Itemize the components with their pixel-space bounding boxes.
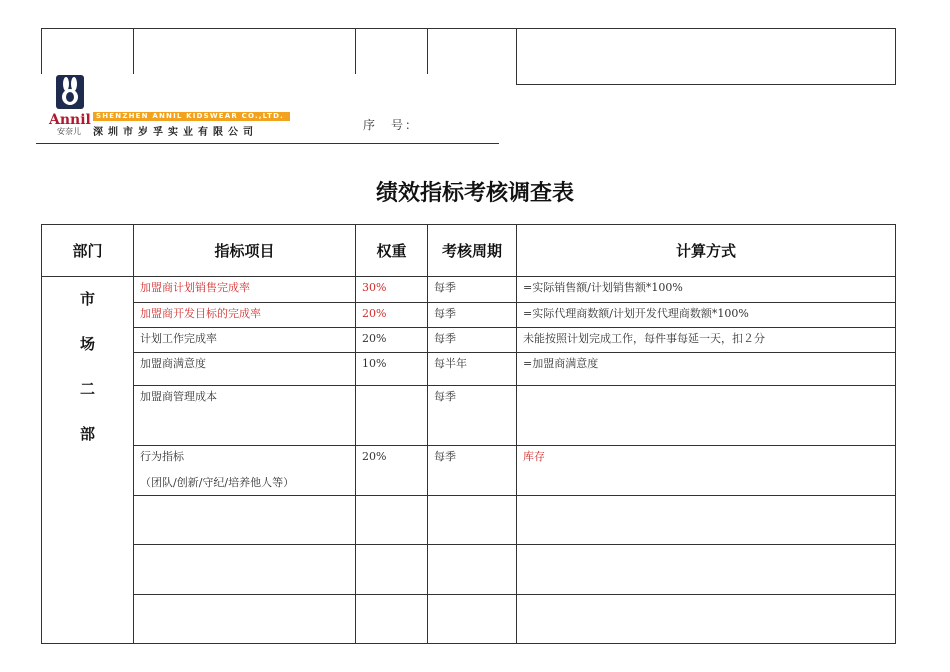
brand-name-cn: 安奈儿 [57, 127, 81, 136]
weight-text: 10% [362, 357, 387, 370]
period-cell [428, 595, 517, 644]
indicator-text: 加盟商满意度 [140, 357, 206, 370]
indicator-cell [134, 545, 356, 595]
period-text: 每季 [434, 307, 456, 320]
table-row [42, 386, 896, 446]
method-cell [517, 303, 896, 328]
period-text [428, 496, 516, 499]
header-method: 计算方式 [517, 225, 896, 277]
table-row [42, 545, 896, 595]
weight-cell [356, 496, 428, 545]
header-indicator: 指标项目 [134, 225, 356, 277]
department-char: 市 [79, 290, 95, 308]
weight-text [356, 496, 427, 499]
department-char: 场 [79, 335, 95, 353]
period-cell [428, 328, 517, 353]
method-cell [517, 446, 896, 496]
table-row [42, 595, 896, 644]
indicator-cell [134, 277, 356, 303]
table-row [42, 353, 896, 386]
weight-text [356, 595, 427, 598]
table-row [42, 303, 896, 328]
table-row [42, 328, 896, 353]
department-char: 部 [79, 425, 95, 443]
indicator-text [134, 595, 355, 598]
method-cell [517, 328, 896, 353]
company-name-cn: 深圳市岁孚实业有限公司 [93, 127, 258, 138]
period-text: 每半年 [434, 357, 467, 370]
table-row [42, 277, 896, 303]
method-text: =实际销售额/计划销售额*100% [523, 281, 683, 294]
method-text [517, 496, 895, 499]
weight-cell [356, 595, 428, 644]
period-text [428, 595, 516, 598]
table-row [42, 496, 896, 545]
table-header-row [42, 225, 896, 277]
table-row [42, 446, 896, 496]
header-period: 考核周期 [428, 225, 517, 277]
period-cell [428, 446, 517, 496]
weight-cell [356, 353, 428, 386]
prev-table-last-cell [516, 28, 896, 85]
company-name-en: SHENZHEN ANNIL KIDSWEAR CO.,LTD. [93, 112, 290, 121]
department-cell [42, 277, 134, 644]
method-text [517, 595, 895, 598]
weight-text: 20% [362, 307, 387, 320]
rabbit-logo-icon [56, 75, 84, 109]
method-text [517, 386, 895, 389]
period-text: 每季 [434, 450, 456, 463]
indicator-text [134, 545, 355, 548]
period-cell [428, 353, 517, 386]
weight-text: 20% [362, 332, 387, 345]
method-cell [517, 277, 896, 303]
period-text: 每季 [434, 281, 456, 294]
weight-text: 20% [362, 450, 387, 463]
serial-number-label: 序 号： [363, 118, 420, 132]
indicator-text [134, 496, 355, 499]
indicator-cell [134, 595, 356, 644]
method-text: =加盟商满意度 [523, 357, 599, 370]
weight-cell [356, 446, 428, 496]
indicator-cell [134, 496, 356, 545]
weight-text [356, 386, 427, 389]
method-text [517, 545, 895, 548]
indicator-text: 加盟商计划销售完成率 [140, 281, 250, 294]
weight-text [356, 545, 427, 548]
indicator-text: 加盟商开发目标的完成率 [140, 307, 261, 320]
method-cell [517, 545, 896, 595]
header-weight: 权重 [356, 225, 428, 277]
indicator-text: 行为指标 [140, 450, 184, 463]
period-text: 每季 [434, 390, 456, 403]
method-text: =实际代理商数额/计划开发代理商数额*100% [523, 307, 749, 320]
indicator-text: 加盟商管理成本 [140, 390, 217, 403]
header-department: 部门 [42, 225, 134, 277]
method-cell [517, 595, 896, 644]
indicator-cell [134, 386, 356, 446]
weight-cell [356, 277, 428, 303]
indicator-text: 计划工作完成率 [140, 332, 217, 345]
period-cell [428, 386, 517, 446]
weight-text: 30% [362, 281, 387, 294]
method-cell [517, 353, 896, 386]
department-char: 二 [79, 380, 95, 398]
letterhead-rule [36, 143, 499, 144]
weight-cell [356, 303, 428, 328]
brand-name: Annil [49, 112, 91, 128]
indicator-cell [134, 353, 356, 386]
method-cell [517, 386, 896, 446]
performance-table [41, 224, 896, 644]
weight-cell [356, 545, 428, 595]
weight-cell [356, 328, 428, 353]
method-cell [517, 496, 896, 545]
period-cell [428, 496, 517, 545]
period-cell [428, 545, 517, 595]
period-cell [428, 303, 517, 328]
weight-cell [356, 386, 428, 446]
method-text: 未能按照计划完成工作，每件事每延一天，扣２分 [523, 332, 765, 345]
indicator-cell [134, 328, 356, 353]
period-text [428, 545, 516, 548]
period-cell [428, 277, 517, 303]
page-title: 绩效指标考核调查表 [375, 181, 574, 206]
indicator-subtext: （团队/创新/守纪/培养他人等） [140, 476, 295, 489]
indicator-cell [134, 446, 356, 496]
method-text: 库存 [523, 450, 545, 463]
period-text: 每季 [434, 332, 456, 345]
indicator-cell [134, 303, 356, 328]
